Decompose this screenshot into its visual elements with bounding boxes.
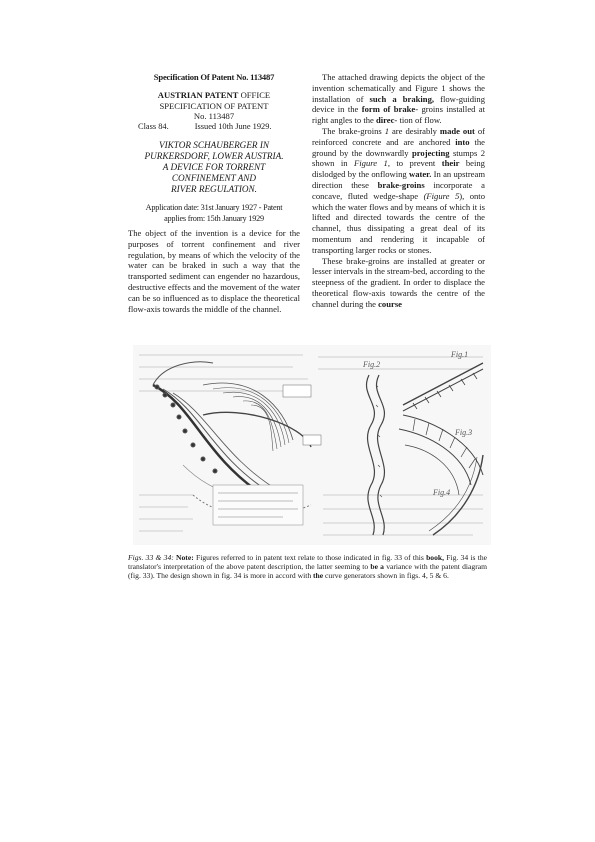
author-block	[128, 140, 300, 195]
italic-span: Figure 1	[354, 158, 388, 169]
bold-span: their	[441, 158, 460, 169]
right-body	[312, 72, 485, 310]
fig-1-label: Fig.1	[451, 350, 469, 359]
caption-text: Fig. 34 is the translator's interpretation of the above patent description, the latter seeming to	[128, 553, 487, 572]
office-line	[128, 90, 300, 101]
fig-2-label: Fig.2	[363, 360, 381, 369]
caption-bold: the	[313, 571, 324, 581]
text-span: are desirably	[389, 125, 440, 136]
right-paragraph-3	[312, 256, 485, 310]
patent-figure	[133, 345, 491, 545]
text-span: The brake-groins	[322, 125, 385, 136]
italic-span: (Figure 5	[423, 190, 460, 201]
dates-block	[128, 203, 300, 224]
text-span: of reinforced concrete and are anchored	[312, 125, 485, 147]
right-paragraph-1	[312, 72, 485, 126]
text-span: In an upstream direction these	[312, 169, 485, 190]
text-span: being dislodged by the onflowing	[312, 158, 485, 180]
number-line: No. 113487	[193, 111, 235, 121]
office-bold: AUSTRIAN PATENT	[157, 90, 239, 100]
author-line-3: A DEVICE FOR TORRENT	[162, 162, 266, 172]
right-column	[312, 72, 485, 310]
class-label: Class 84.	[138, 121, 169, 131]
text-span: These brake-groins are installed at greater or lesser intervals in the stream-bed, according to the steepness of the gradient. In order to displace the theoretical flow-axis towards the centre of the channel during the	[312, 255, 485, 309]
author-line-4: CONFINEMENT AND	[171, 173, 257, 183]
caption-note: Note:	[176, 553, 194, 562]
dates-line-1: Application date: 31st January 1927 - Patent	[145, 203, 283, 212]
author-line-2: PURKERSDORF, LOWER AUSTRIA.	[144, 151, 284, 161]
caption-bold: be a	[370, 562, 384, 572]
bold-span: form of brake-	[361, 104, 419, 115]
fig-4-label: Fig.4	[433, 488, 451, 497]
caption-bold: book,	[426, 553, 445, 562]
issued-label: Issued 10th June 1929.	[194, 121, 272, 131]
fig-3-label: Fig.3	[455, 428, 473, 437]
bold-span: brake-groins	[377, 179, 425, 190]
dates-line-2: applies from: 15th January 1929	[164, 213, 264, 223]
text-span: stumps 2 shown in	[312, 147, 485, 169]
caption-text: curve generators shown in figs. 4, 5 & 6.	[323, 571, 449, 581]
right-paragraph-2	[312, 126, 485, 256]
bold-span: made out	[439, 125, 475, 136]
italic-span: 1	[384, 125, 390, 136]
left-body	[128, 228, 300, 314]
bold-span: projecting	[411, 147, 450, 158]
spec-line: SPECIFICATION OF PATENT	[159, 100, 269, 111]
author-line-5: RIVER REGULATION.	[171, 184, 257, 194]
class-row	[138, 122, 300, 133]
spec-title: Specification Of Patent No. 113487	[153, 72, 275, 82]
bold-span: direc-	[375, 115, 398, 126]
text-span: flow-guiding device in the	[312, 93, 485, 115]
caption-fig-ref: Figs. 33 & 34:	[128, 553, 174, 562]
office-rest: OFFICE	[238, 90, 271, 100]
author-line-1: VIKTOR SCHAUBERGER IN	[158, 140, 270, 150]
text-span: tion of flow.	[397, 115, 442, 126]
text-span: the ground by the downwardly	[312, 136, 485, 158]
left-body-paragraph: The object of the invention is a device for the purposes of torrent confinement and river regulation, by means of which the velocity of the water can be braked in such a way that the transported sediment can engender no hazardous, destructive effects and the movement of the water can be so influenced as to displace the theoretical flow-axis towards the middle of the channel.	[128, 228, 300, 314]
bold-span: course	[378, 298, 402, 309]
left-column	[128, 72, 300, 314]
caption-text: variance with the patent diagram (fig. 33). The design shown in fig. 34 is more in accord with	[128, 562, 488, 581]
bold-span: water.	[409, 169, 432, 180]
caption-text: Figures referred to in patent text relate to those indicated in fig. 33 of this	[193, 553, 427, 562]
bold-span: into	[455, 136, 470, 147]
text-span: , to prevent	[387, 158, 442, 169]
patent-drawing	[133, 345, 491, 545]
text-span: incorporate a concave, fluted wedge-shape	[312, 179, 485, 201]
text-span: ), onto which the water flows and by means of which it is lifted and directed towards the centre of the channel, thus dissipating a great deal of its momentum and rendering it incapable of transporting larger rocks or stones.	[312, 190, 485, 255]
text-span: groins installed at right angles to the	[312, 104, 485, 126]
text-span: The attached drawing depicts the object of the invention schematically and Figure 1 shows the installation of	[312, 72, 485, 104]
bold-span: such a braking,	[369, 93, 435, 104]
figure-caption	[128, 553, 487, 581]
